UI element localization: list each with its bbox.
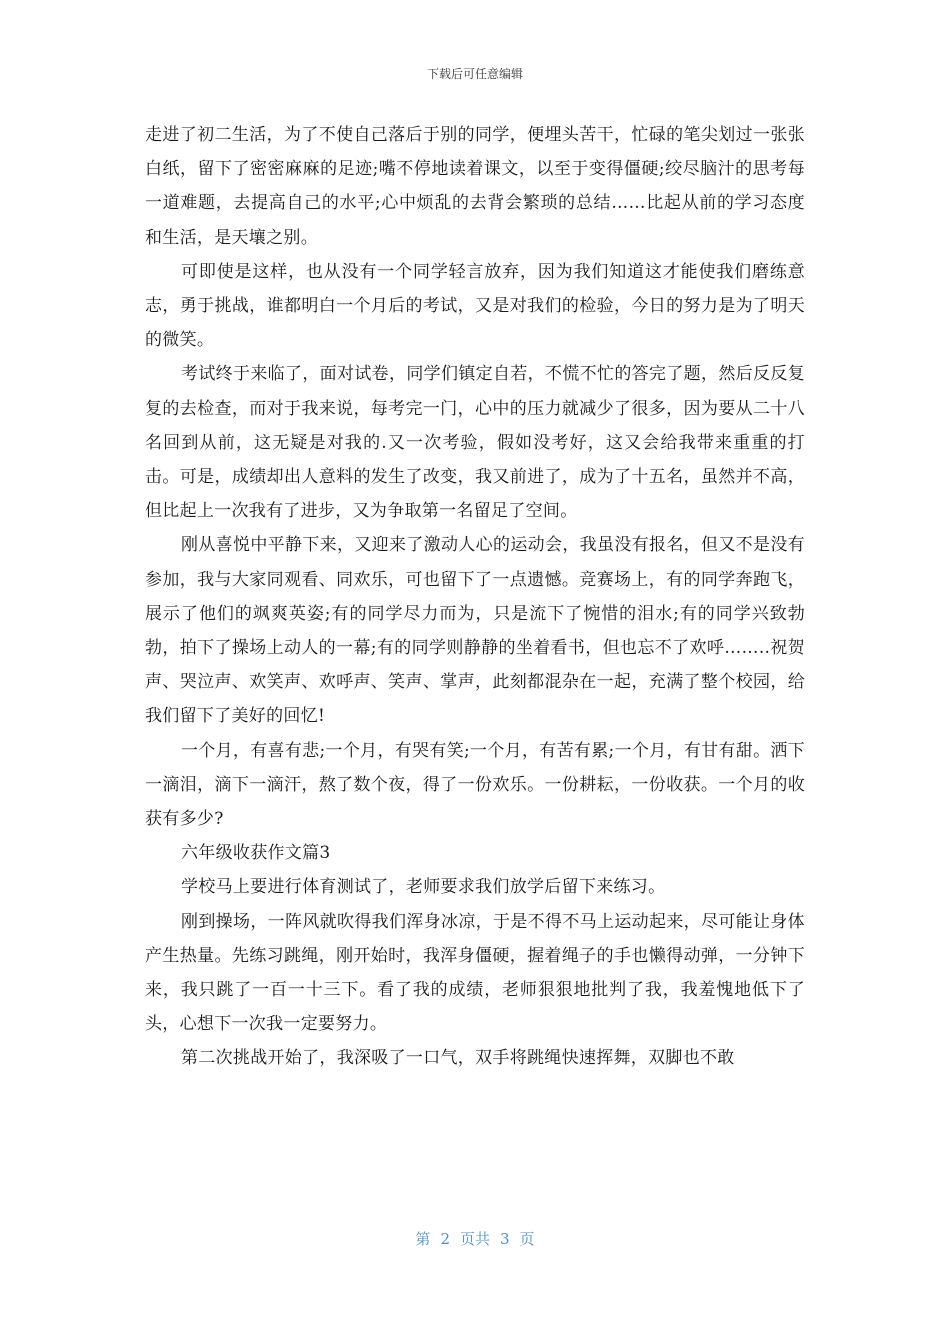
page-footer	[0, 1229, 950, 1249]
page-label-prefix: 第	[415, 1230, 431, 1248]
paragraph: 刚从喜悦中平静下来，又迎来了激动人心的运动会，我虽没有报名，但又不是没有参加，我与大家同观看、同欢乐，可也留下了一点遗憾。竞赛场上，有的同学奔跑飞，展示了他们的飒爽英姿;有的同学尽力而为，只是流下了惋惜的泪水;有的同学兴致勃勃，拍下了操场上动人的一幕;有的同学则静静的坐着看书，但也忘不了欢呼……..祝贺声、哭泣声、欢笑声、欢呼声、笑声、掌声，此刻都混杂在一起，充满了整个校园，给我们留下了美好的回忆!	[145, 535, 805, 727]
paragraph: 刚到操场，一阵风就吹得我们浑身冰凉，于是不得不马上运动起来，尽可能让身体产生热量。先练习跳绳，刚开始时，我浑身僵硬，握着绳子的手也懒得动弹，一分钟下来，我只跳了一百一十三下。看了我的成绩，老师狠狠地批判了我，我羞愧地低下了头，心想下一次我一定要努力。	[145, 911, 805, 1035]
paragraph: 一个月，有喜有悲;一个月，有哭有笑;一个月，有苦有累;一个月，有甘有甜。洒下一滴泪，滴下一滴汗，熬了数个夜，得了一份欢乐。一份耕耘，一份收获。一个月的收获有多少?	[145, 740, 805, 830]
paragraph: 考试终于来临了，面对试卷，同学们镇定自若，不慌不忙的答完了题，然后反反复复的去检查，而对于我来说，每考完一门，心中的压力就减少了很多，因为要从二十八名回到从前，这无疑是对我的.又一次考验，假如没考好，这又会给我带来重重的打击。可是，成绩却出人意料的发生了改变，我又前进了，成为了十五名，虽然并不高，但比起上一次我有了进步，又为争取第一名留足了空间。	[145, 364, 805, 522]
paragraph: 走进了初二生活，为了不使自己落后于别的同学，便埋头苦干，忙碌的笔尖划过一张张白纸，留下了密密麻麻的足迹;嘴不停地读着课文，以至于变得僵硬;绞尽脑汁的思考每一道难题，去提高自己的水平;心中烦乱的去背会繁琐的总结……比起从前的学习态度和生活，是天壤之别。	[145, 125, 805, 248]
page-label-suffix: 页	[519, 1230, 535, 1248]
section-heading: 六年级收获作文篇3	[181, 843, 331, 864]
paragraph: 可即使是这样，也从没有一个同学轻言放弃，因为我们知道这才能使我们磨练意志，勇于挑战，谁都明白一个月后的考试，又是对我们的检验，今日的努力是为了明天的微笑。	[145, 261, 805, 351]
current-page-number: 2	[440, 1230, 450, 1248]
document-body	[145, 118, 805, 1076]
paragraph: 第二次挑战开始了，我深吸了一口气，双手将跳绳快速挥舞，双脚也不敢	[181, 1048, 735, 1069]
total-pages-number: 3	[500, 1230, 510, 1248]
page-label-middle: 页共	[459, 1230, 490, 1248]
header-note: 下载后可任意编辑	[426, 67, 523, 81]
paragraph: 学校马上要进行体育测试了，老师要求我们放学后留下来练习。	[181, 877, 666, 898]
